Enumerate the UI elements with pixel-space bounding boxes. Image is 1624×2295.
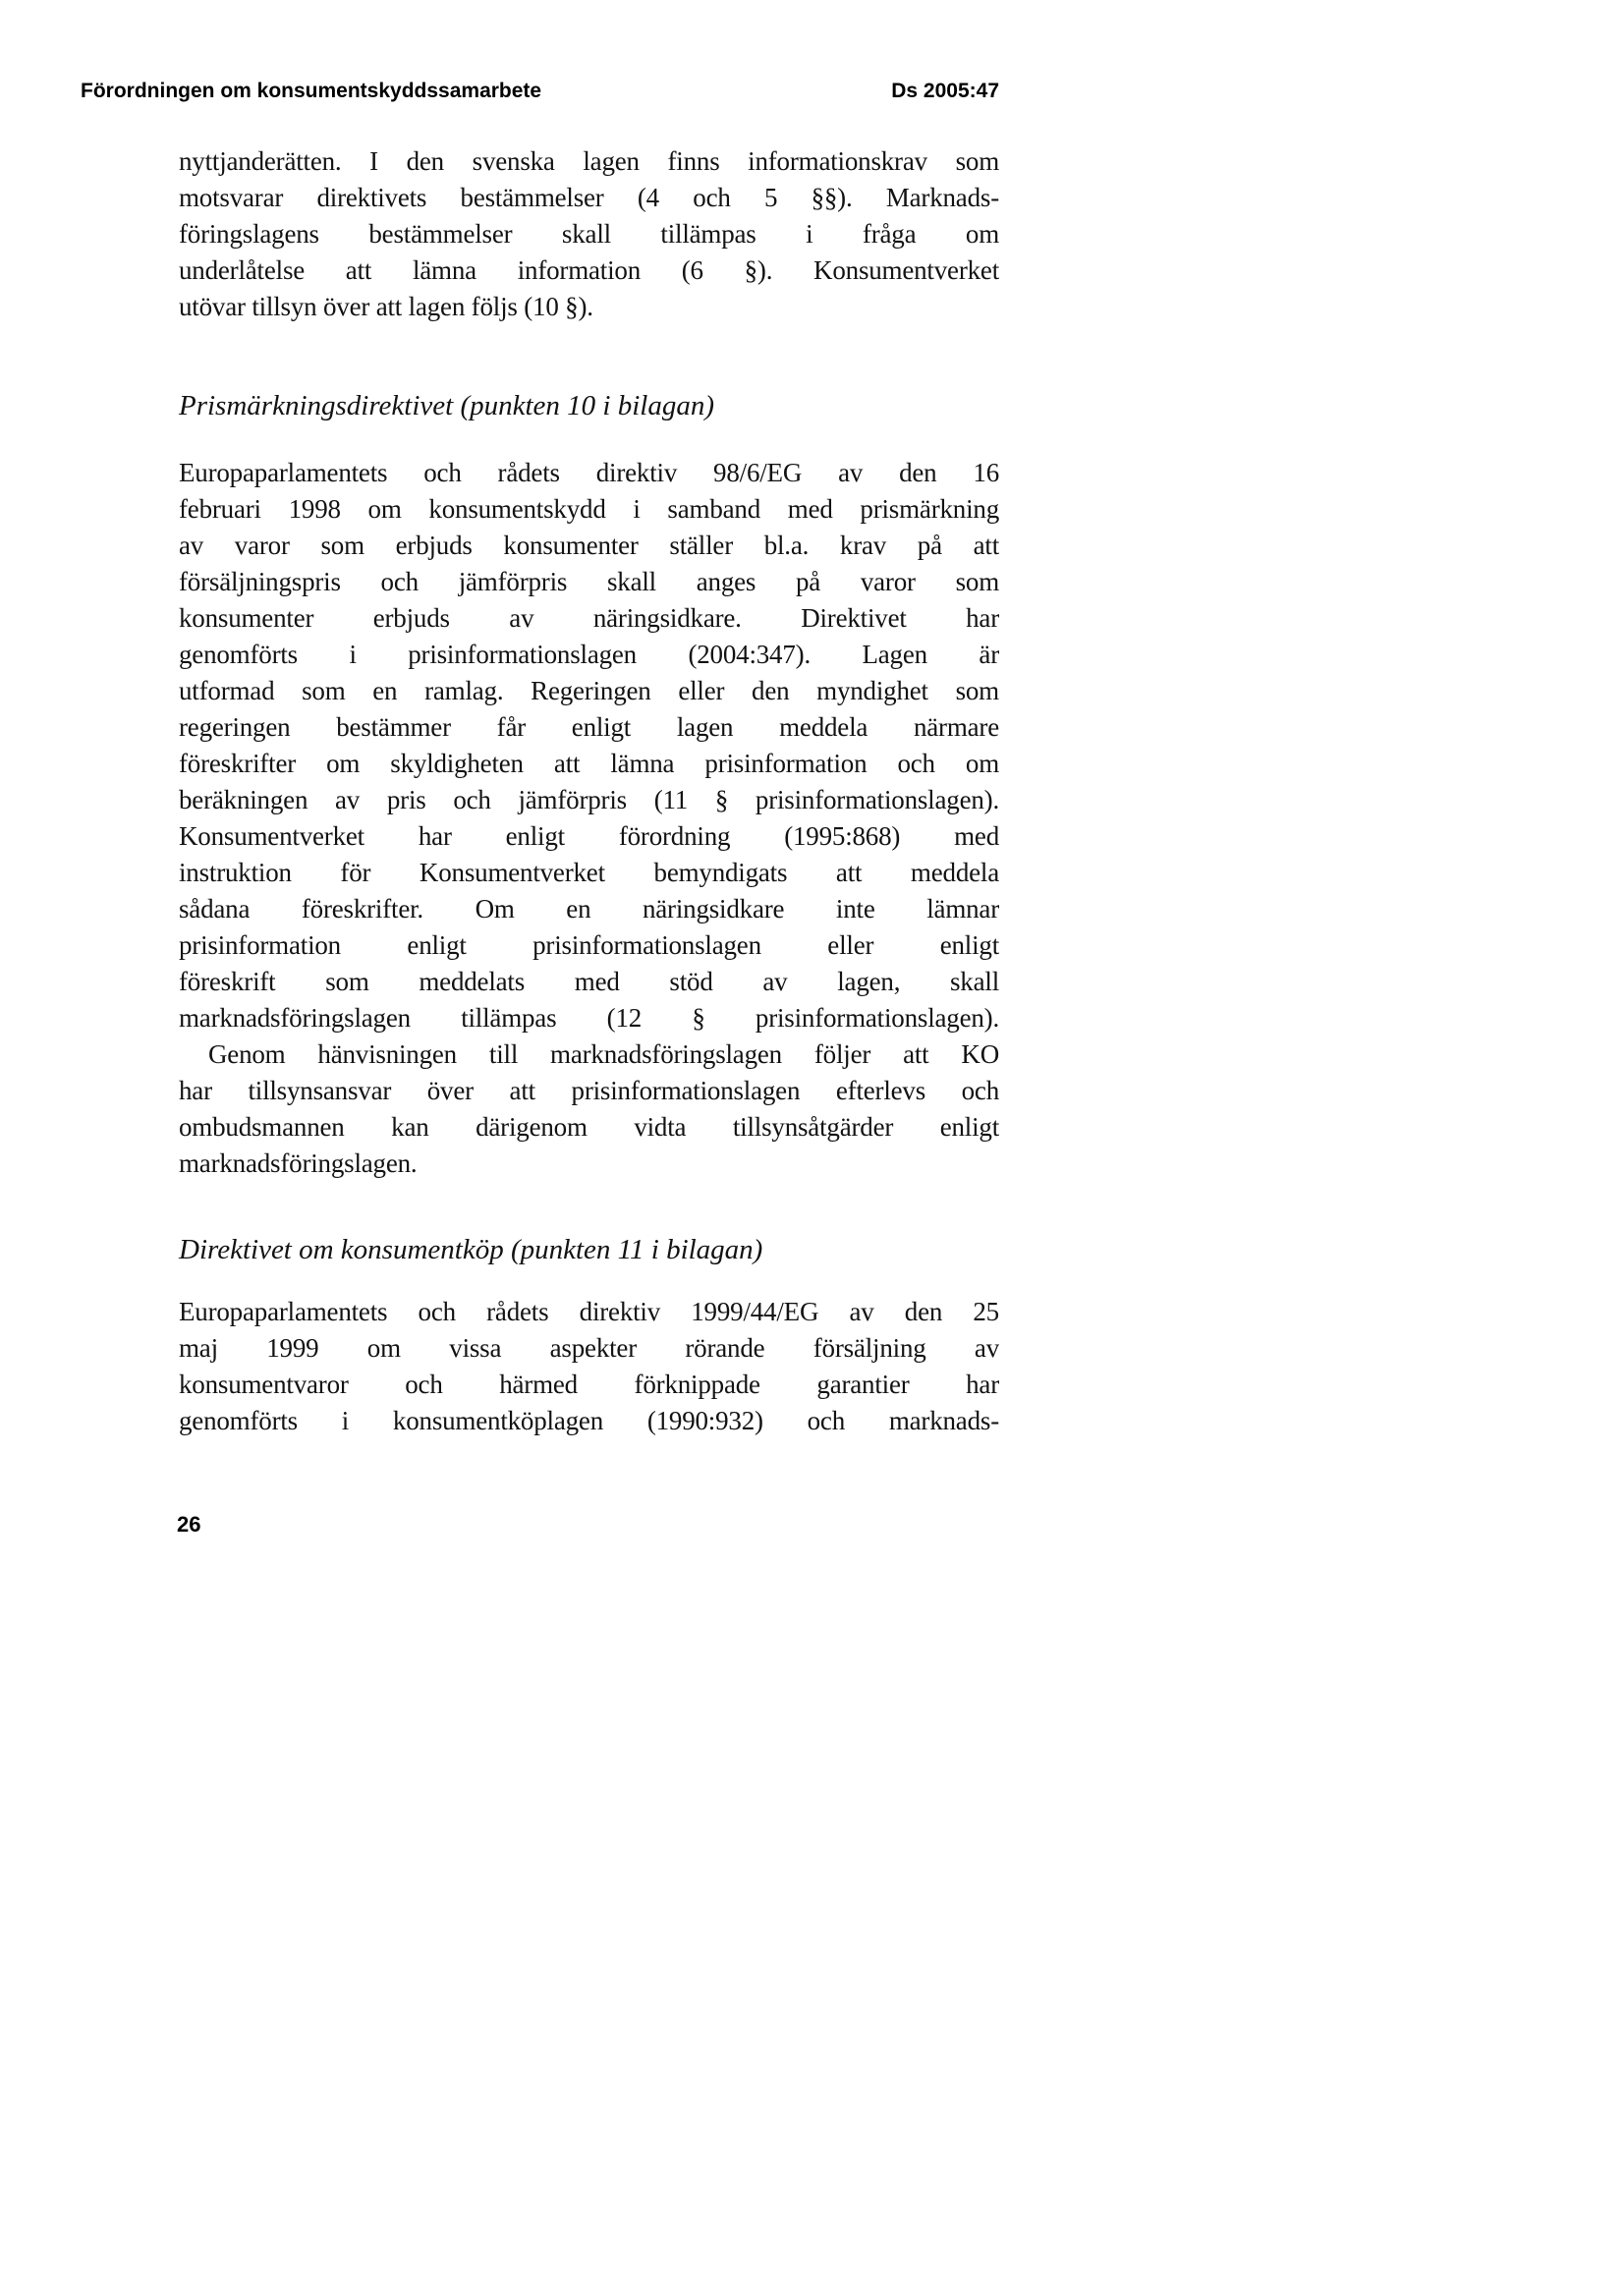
running-header xyxy=(81,80,999,103)
paragraph-genom-hanvisningen xyxy=(179,1036,999,1182)
text-line: Europaparlamentets och rådets direktiv 98/6/EG av den 16 xyxy=(179,458,999,487)
text-line: marknadsföringslagen tillämpas (12 § prisinformationslagen). xyxy=(179,1003,999,1033)
text-line: marknadsföringslagen. xyxy=(179,1148,418,1178)
text-line: motsvarar direktivets bestämmelser (4 och 5 §§). Marknads- xyxy=(179,183,999,212)
text-line: utövar tillsyn över att lagen följs (10 §). xyxy=(179,292,593,321)
text-line: Europaparlamentets och rådets direktiv 1999/44/EG av den 25 xyxy=(179,1297,999,1326)
section-heading-prismarkningsdirektivet: Prismärkningsdirektivet (punkten 10 i bilagan) xyxy=(179,390,714,421)
text-line: Konsumentverket har enligt förordning (1995:868) med xyxy=(179,821,999,851)
text-line: prisinformation enligt prisinformationslagen eller enligt xyxy=(179,930,999,960)
page-number: 26 xyxy=(177,1512,201,1537)
text-line: februari 1998 om konsumentskydd i samband med prismärkning xyxy=(179,494,999,524)
text-line: ombudsmannen kan därigenom vidta tillsynsåtgärder enligt xyxy=(179,1112,999,1142)
text-line: regeringen bestämmer får enligt lagen meddela närmare xyxy=(179,712,999,742)
section-heading-direktivet-om-konsumentkop: Direktivet om konsumentköp (punkten 11 i bilagan) xyxy=(179,1234,763,1265)
text-line: sådana föreskrifter. Om en näringsidkare inte lämnar xyxy=(179,894,999,924)
text-line: maj 1999 om vissa aspekter rörande försäljning av xyxy=(179,1333,999,1363)
text-line: föringslagens bestämmelser skall tillämpas i fråga om xyxy=(179,219,999,249)
text-line: försäljningspris och jämförpris skall anges på varor som xyxy=(179,567,999,596)
text-line: instruktion för Konsumentverket bemyndigats att meddela xyxy=(179,858,999,887)
text-line: genomförts i konsumentköplagen (1990:932) och marknads- xyxy=(179,1406,999,1435)
text-line: konsumenter erbjuds av näringsidkare. Direktivet har xyxy=(179,603,999,633)
text-line: av varor som erbjuds konsumenter ställer bl.a. krav på att xyxy=(179,531,999,560)
paragraph-intro xyxy=(179,143,999,325)
text-line: genomförts i prisinformationslagen (2004:347). Lagen är xyxy=(179,640,999,669)
running-header-title: Förordningen om konsumentskyddssamarbete xyxy=(81,80,542,102)
text-line: Genom hänvisningen till marknadsföringslagen följer att KO xyxy=(208,1039,999,1069)
paragraph-direktivet-om-konsumentkop xyxy=(179,1294,999,1439)
paragraph-prismarkningsdirektivet xyxy=(179,455,999,1036)
text-line: underlåtelse att lämna information (6 §). Konsumentverket xyxy=(179,255,999,285)
text-line: konsumentvaror och härmed förknippade garantier har xyxy=(179,1370,999,1399)
text-line: har tillsynsansvar över att prisinformationslagen efterlevs och xyxy=(179,1076,999,1105)
text-line: utformad som en ramlag. Regeringen eller den myndighet som xyxy=(179,676,999,705)
text-line: föreskrifter om skyldigheten att lämna prisinformation och om xyxy=(179,749,999,778)
running-header-doc-id: Ds 2005:47 xyxy=(891,80,999,102)
text-line: nyttjanderätten. I den svenska lagen finns informationskrav som xyxy=(179,146,999,176)
text-line: föreskrift som meddelats med stöd av lagen, skall xyxy=(179,967,999,996)
text-line: beräkningen av pris och jämförpris (11 § prisinformationslagen). xyxy=(179,785,999,814)
